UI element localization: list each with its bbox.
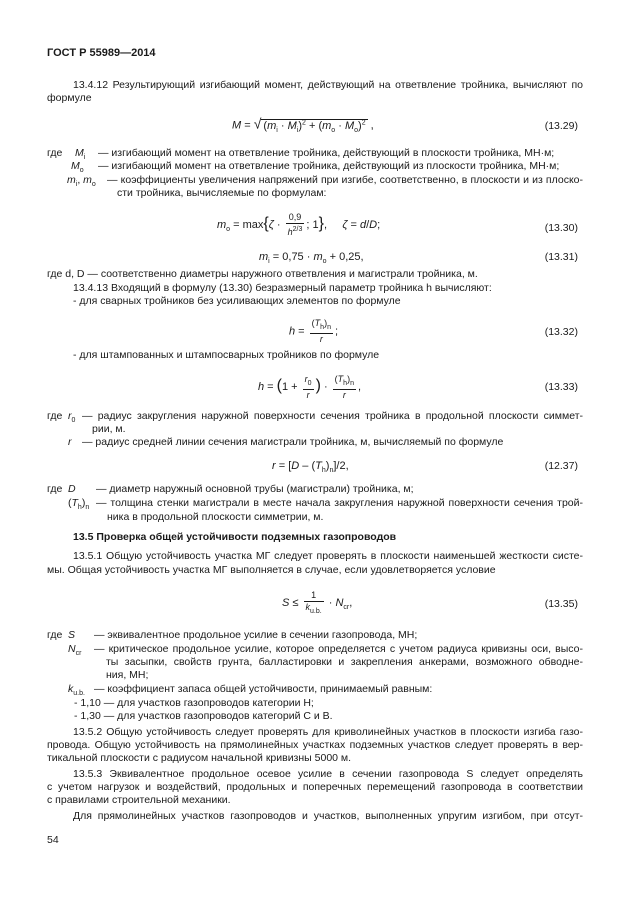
para-13-5-2-line1: 13.5.2 Общую устойчивость следует проверять для криволинейных участков в плоскости изгиба газо- <box>73 726 583 738</box>
eq-number-13-35: (13.35) <box>544 598 578 610</box>
eq-number-13-31: (13.31) <box>544 251 578 263</box>
def-Mo-letter: M <box>71 160 80 172</box>
def-m-text-line1: — коэффициенты увеличения напряжений при изгибе, соответственно, в плоскости и из плоско- <box>107 174 583 186</box>
para-13-5-2-line2: провода. Общую устойчивость на прямолинейных участках подземных участков следует проверять в вер- <box>47 739 583 751</box>
where-label: где <box>47 147 63 159</box>
para-13-5-3-line2: с учетом нагрузок и воздействий, продольных и поперечных перемещений газопровода в соответствии <box>47 781 583 793</box>
eq-number-13-32: (13.32) <box>544 326 578 338</box>
formula-13-33: h = (1 + $\frac{r_0}{r}$ ) · $\frac{(T_h)_n}{r}$ , <box>258 373 362 400</box>
formula-13-29: M = √ $(m_i \cdot M_i)^2 + (m_o \cdot M_o)^2$ , <box>232 115 374 134</box>
def-Th-symbol: $(T_h)_n$ <box>68 497 90 511</box>
eq-number-13-30: (13.30) <box>544 222 578 234</box>
para-13-4-13: 13.4.13 Входящий в формулу (13.30) безразмерный параметр тройника h вычисляют: <box>73 282 492 294</box>
para-dD-definition: где d, D — соответственно диаметры наружного ответвления и магистрали тройника, м. <box>47 268 478 280</box>
def-Ncr-symbol: $N_{cr}$ <box>68 643 82 657</box>
def-Ncr-text-line2: ты засыпки, свойств грунта, балластировки и закрепления анкерами, возможного обводне- <box>106 656 583 668</box>
eq-number-13-29: (13.29) <box>544 120 578 132</box>
list-welded-tees: - для сварных тройников без усиливающих элементов по формуле <box>73 295 401 307</box>
eq-number-13-33: (13.33) <box>544 381 578 393</box>
def-D-text: — диаметр наружный основной трубы (магистрали) тройника, м; <box>96 483 414 495</box>
para-straight-sections: Для прямолинейных участков газопроводов и участков, выполненных упругим изгибом, при отсут- <box>73 810 583 822</box>
para-13-5-1-line1: 13.5.1 Общую устойчивость участка МГ следует проверять в плоскости наименьшей жесткости систе- <box>73 550 583 562</box>
def-m-symbols: $m_i$, $m_o$ <box>67 174 96 188</box>
formula-13-30: $m_o = \max\{\zeta$ · $\frac{0,9}{h^{2/3}}$ ; 1}, ζ = d/D; <box>217 212 381 238</box>
def-Ncr-text-line1: — критическое продольное усилие, которое определяется с учетом радиуса кривизны оси, высо- <box>94 643 583 655</box>
formula-13-35: S ≤ $\frac{1}{k_{u.b.}}$ · $N_{cr}$, <box>282 589 353 615</box>
def-Mi-symbol: $M_i$ <box>75 147 86 161</box>
list-item-category-h: - 1,10 — для участков газопроводов категории Н; <box>74 697 314 709</box>
para-13-4-12-line1: 13.4.12 Результирующий изгибающий момент, действующий на ответвление тройника, вычисляют по <box>73 79 583 91</box>
para-13-5-2-line3: тикальной плоскости с радиусом начальной кривизны 5000 м. <box>47 752 352 764</box>
page-number: 54 <box>47 834 59 846</box>
para-13-5-3-line1: 13.5.3 Эквивалентное продольное осевое усилие в сечении газопровода S следует определять <box>73 768 583 780</box>
def-Mo-symbol: $M_o$ <box>71 160 84 174</box>
para-13-4-12-line2: формуле <box>47 92 92 104</box>
def-S-text: — эквивалентное продольное усилие в сечении газопровода, МН; <box>94 629 418 641</box>
def-k-text: — коэффициент запаса общей устойчивости, принимаемый равным: <box>94 683 433 695</box>
def-Mo-text: — изгибающий момент на ответвление тройника, действующий из плоскости тройника, МН·м; <box>98 160 560 172</box>
def-Th-text-line1: — толщина стенки магистрали в месте начала закругления наружной поверхности сечения трой- <box>96 497 583 509</box>
def-r-text: — радиус средней линии сечения магистрали тройника, м, вычисляемый по формуле <box>82 436 504 448</box>
def-r-symbol: r <box>68 436 72 448</box>
def-Th-text-line2: ника в продольной плоскости симметрии, м. <box>107 511 324 523</box>
def-r0-text-line1: — радиус закругления наружной поверхности сечения тройника в продольной плоскости симмет- <box>82 410 583 422</box>
list-stamped-tees: - для штампованных и штампосварных тройников по формуле <box>73 349 380 361</box>
para-13-5-3-line3: с правилами строительной механики. <box>47 794 231 806</box>
para-13-5-1-line2: мы. Общая устойчивость участка МГ выполняется в случае, если удовлетворяется условие <box>47 564 496 576</box>
list-item-category-cb: - 1,30 — для участков газопроводов категорий С и В. <box>74 710 333 722</box>
def-m-text-line2: сти тройника, вычисляемые по формулам: <box>117 187 327 199</box>
def-k-symbol: $k_{u.b.}$ <box>68 683 85 697</box>
def-r0-symbol: $r_0$ <box>68 410 76 424</box>
where-label-4: где <box>47 629 63 641</box>
where-label-2: где <box>47 410 63 422</box>
def-S-symbol: S <box>68 629 76 641</box>
formula-12-37: $r = [D - (T_h)_n]/2$, <box>272 460 349 474</box>
def-D-symbol: D <box>68 483 76 495</box>
where-label-3: где <box>47 483 63 495</box>
eq-number-12-37: (12.37) <box>544 460 578 472</box>
def-Ncr-text-line3: ния, МН; <box>106 669 149 681</box>
def-Mi-letter: M <box>75 147 84 159</box>
formula-13-31: $m_i = 0,75 \cdot m_o + 0,25$, <box>259 251 364 265</box>
def-r0-text-line2: рии, м. <box>92 423 126 435</box>
section-title-13-5: 13.5 Проверка общей устойчивости подземных газопроводов <box>73 531 397 543</box>
formula-13-32: h = $\frac{(T_h)_n}{r}$ ; <box>289 318 339 344</box>
def-Mi-text: — изгибающий момент на ответвление тройника, действующий в плоскости тройника, МН·м; <box>98 147 555 159</box>
page-header: ГОСТ Р 55989—2014 <box>47 47 156 59</box>
